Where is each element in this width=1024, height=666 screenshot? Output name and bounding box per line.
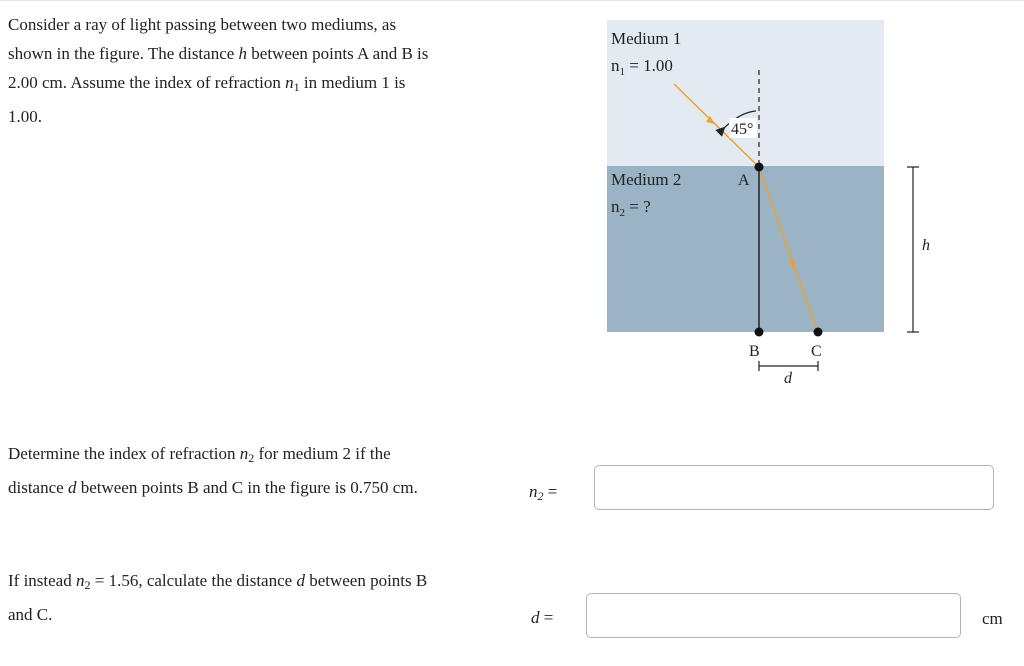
intro-line-3: 2.00 cm. Assume the index of refraction $n_1$ in medium 1 is: [8, 73, 406, 94]
medium-2-region: [607, 166, 884, 332]
point-b-label: B: [749, 343, 760, 360]
n2-answer-label: $n_2$ =: [529, 482, 558, 503]
part1-line-2: distance d between points B and C in the figure is 0.750 cm.: [8, 478, 418, 497]
point-b-dot: [755, 328, 764, 337]
h-label: h: [922, 237, 930, 254]
intro-line-4: 1.00.: [8, 107, 42, 126]
medium-1-name: Medium 1: [611, 29, 682, 48]
point-a-dot: [755, 163, 764, 172]
n2-answer-input[interactable]: [594, 465, 994, 510]
part2-line-1: If instead $n_2 = 1.56$, calculate the distance d between points B: [8, 571, 428, 592]
part1-prompt: [8, 439, 418, 502]
d-unit-label: cm: [982, 609, 1003, 628]
part1-line-1: Determine the index of refraction $n_2$ for medium 2 if the: [8, 444, 391, 465]
intro-line-1: Consider a ray of light passing between two mediums, as: [8, 15, 397, 34]
d-answer-input[interactable]: [586, 593, 961, 638]
point-c-label: C: [811, 343, 822, 360]
d-answer-label: d =: [531, 608, 554, 627]
d-label: d: [784, 370, 792, 387]
intro-line-2: shown in the figure. The distance h between points A and B is: [8, 44, 429, 63]
part2-prompt: [8, 566, 427, 629]
angle-label: 45°: [731, 121, 754, 138]
medium-2-index: $n_2$ = ?: [611, 197, 651, 219]
medium-2-name: Medium 2: [611, 170, 682, 189]
medium-1-index: $n_1 = 1.00$: [611, 56, 673, 78]
part2-line-2: and C.: [8, 605, 53, 624]
point-c-dot: [814, 328, 823, 337]
point-a-label: A: [738, 172, 750, 189]
